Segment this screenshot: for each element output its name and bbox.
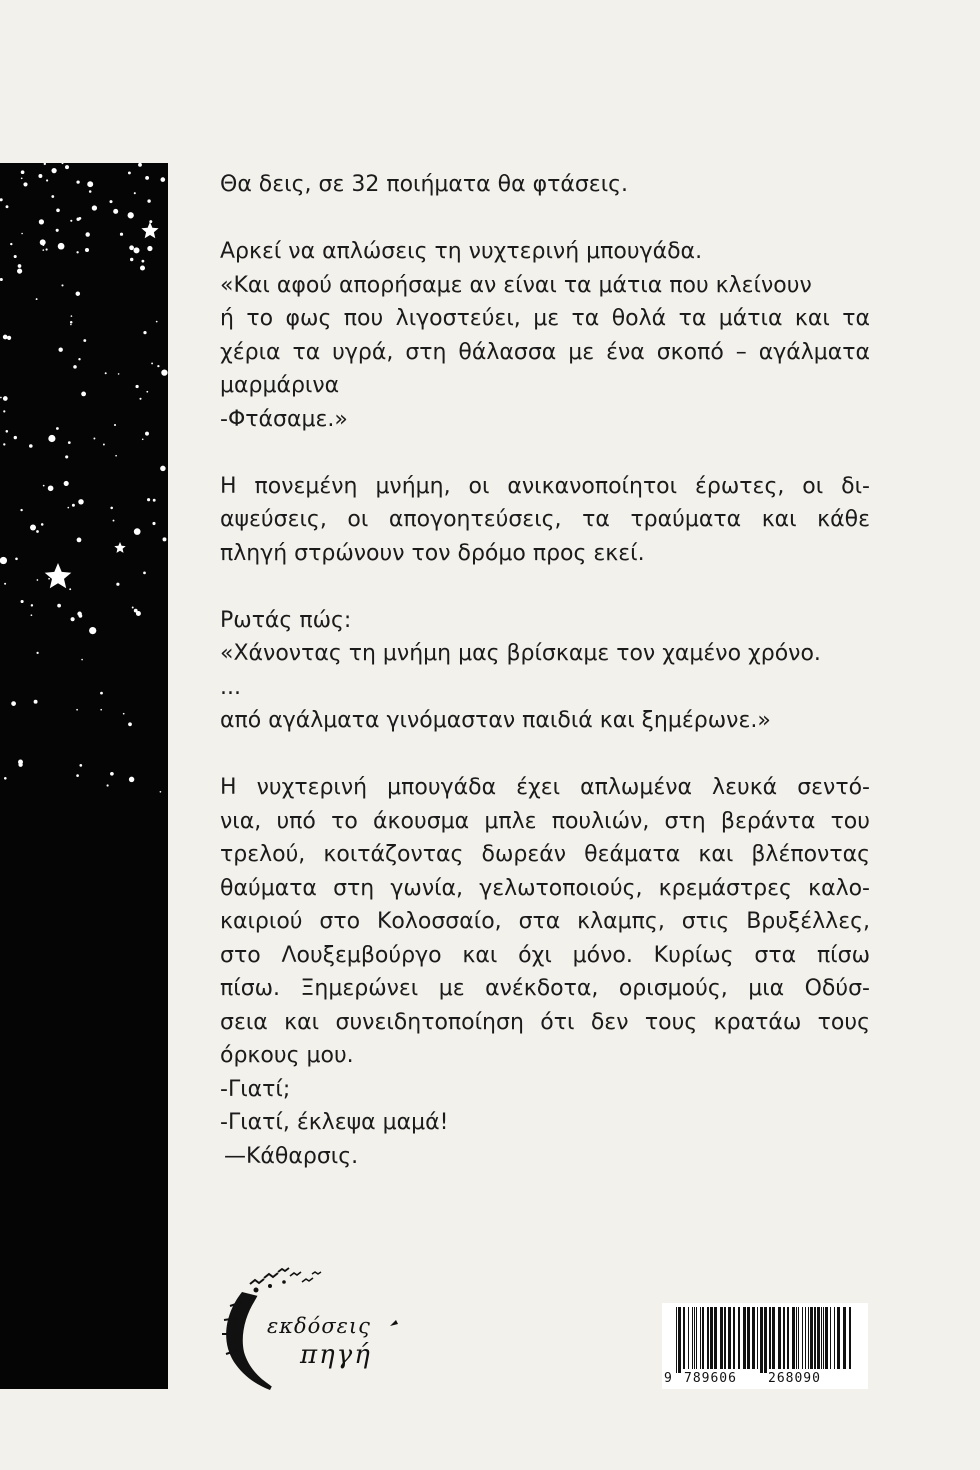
star (134, 528, 141, 535)
star (41, 523, 44, 526)
barcode-bar (821, 1307, 822, 1369)
star (114, 424, 116, 426)
star (69, 588, 71, 590)
barcode-bar (849, 1307, 851, 1369)
star (147, 199, 150, 202)
barcode-bar (798, 1307, 799, 1369)
star (34, 700, 38, 704)
barcode-bar (747, 1307, 750, 1369)
text-line: νια, υπό το άκουσμα μπλε πουλιών, στη βεράντα του (220, 808, 870, 834)
barcode-bar (710, 1307, 713, 1369)
star (76, 291, 80, 295)
large-star (45, 563, 72, 588)
star (3, 396, 8, 401)
star (0, 397, 2, 399)
barcode-bar (707, 1307, 709, 1369)
barcode-bar (769, 1307, 771, 1369)
barcode-bar (757, 1307, 758, 1369)
star (38, 174, 42, 178)
star (138, 163, 142, 167)
barcode-bar (843, 1307, 846, 1369)
star (103, 444, 105, 446)
star (42, 249, 44, 251)
star (153, 499, 156, 502)
text-line: «Χάνοντας τη μνήμη μας βρίσκαμε τον χαμένο χρόνο. (220, 641, 821, 666)
text-line: Αρκεί να απλώσεις τη νυχτερινή μπουγάδα. (220, 239, 703, 264)
star (129, 777, 134, 782)
star (21, 170, 25, 174)
star (145, 176, 149, 180)
star (136, 611, 141, 616)
star (76, 774, 79, 777)
back-cover-text (220, 168, 870, 1207)
star (147, 498, 150, 501)
star (110, 507, 113, 510)
star (57, 604, 61, 608)
star (81, 391, 86, 396)
barcode-bar (837, 1307, 840, 1369)
star (36, 652, 38, 654)
barcode-bar (805, 1307, 806, 1369)
star (29, 444, 33, 448)
barcode-left-group: 789606 (684, 1371, 737, 1386)
star (14, 436, 17, 439)
paragraph-1 (220, 168, 870, 202)
star (56, 229, 59, 232)
star (72, 504, 75, 507)
star (151, 362, 153, 364)
star (18, 264, 22, 268)
star (128, 212, 134, 218)
paragraph-4 (220, 604, 870, 738)
stars-graphic (0, 163, 168, 1389)
star (142, 260, 145, 263)
barcode-bar (688, 1307, 689, 1369)
publisher-name-line2: πηγή (300, 1340, 372, 1370)
star (130, 258, 133, 261)
barcode-bar (714, 1307, 717, 1369)
star (70, 324, 72, 326)
barcode-bar (772, 1307, 775, 1369)
star (61, 284, 63, 286)
star (110, 772, 114, 776)
paragraph-2 (220, 235, 870, 436)
paragraph-3 (220, 470, 870, 571)
star (146, 391, 148, 393)
text-line: χέρια τα υγρά, στη θάλασσα με ένα σκοπό – αγάλματα (220, 339, 870, 365)
star (118, 373, 120, 375)
text-line: πληγή στρώνουν τον δρόμο προς εκεί. (220, 540, 645, 566)
star (59, 348, 63, 352)
publisher-logo (212, 1262, 412, 1392)
starry-night-panel (0, 163, 168, 1389)
star (145, 432, 149, 436)
star (36, 298, 38, 300)
star (48, 578, 50, 580)
star (51, 195, 54, 198)
star (65, 455, 68, 458)
star (3, 335, 8, 340)
barcode-bar (702, 1307, 704, 1369)
text-line: Η πονεμένη μνήμη, οι ανικανοποίητοι έρωτες, οι δι- (220, 473, 870, 499)
publisher-name-line1: εκδόσεις (267, 1314, 371, 1338)
star (132, 607, 134, 609)
barcode-bar (802, 1307, 803, 1369)
star (163, 537, 167, 541)
text-line: -Γιατί, έκλεψα μαμά! (220, 1110, 449, 1135)
star (17, 269, 22, 274)
text-line: τρελού, κοιτάζοντας δωρεάν θεάματα και βλέποντας (220, 842, 870, 867)
text-line: ... (220, 674, 241, 700)
barcode-bar (694, 1307, 695, 1369)
star (11, 701, 16, 706)
star (120, 233, 123, 236)
barcode-bar (720, 1307, 723, 1369)
star (10, 243, 12, 245)
star (4, 777, 7, 780)
barcode-bar (743, 1307, 746, 1369)
star (3, 443, 5, 445)
text-line: ή το φως που λιγοστεύει, με τα θολά τα μάτια και τα (220, 306, 870, 331)
star (78, 499, 83, 504)
star (56, 208, 60, 212)
star (160, 177, 165, 182)
text-line: στο Λουξεμβούργο και όχι μόνο. Κυρίως στα πίσω (220, 942, 870, 968)
star (0, 198, 3, 201)
star (46, 179, 48, 181)
star (157, 365, 159, 367)
text-line: μαρμάρινα (220, 373, 340, 398)
star (70, 321, 73, 324)
barcode-bar (830, 1307, 831, 1369)
text-line: θαύματα στη γωνία, γελωτοποιούς, κρεμάστρες καλο- (220, 875, 870, 901)
star (44, 163, 46, 165)
star (87, 181, 93, 187)
text-line: -Γιατί; (220, 1076, 291, 1102)
barcode-bar (724, 1307, 726, 1369)
star (79, 614, 83, 618)
barcode-bar (728, 1307, 731, 1369)
barcode-bar (834, 1307, 835, 1369)
star (85, 232, 89, 236)
star (15, 558, 18, 561)
star (89, 627, 96, 634)
star (152, 522, 155, 525)
star (92, 205, 97, 210)
star (116, 583, 119, 586)
star (36, 530, 39, 533)
barcode-digits (662, 1371, 868, 1389)
text-line: -Φτάσαμε.» (220, 406, 348, 432)
barcode-bar (778, 1307, 781, 1369)
text-line: πίσω. Ξημερώνει με ανέκδοτα, ορισμούς, μια Οδύσ- (220, 976, 870, 1001)
star (139, 398, 141, 400)
star (62, 163, 64, 164)
star (147, 246, 152, 251)
star (160, 466, 166, 472)
star (115, 455, 117, 457)
barcode-bars (662, 1303, 868, 1373)
star (64, 481, 69, 486)
star (0, 278, 3, 281)
star (161, 369, 167, 375)
barcode-bar (696, 1307, 697, 1369)
star (109, 200, 112, 203)
star (78, 358, 80, 360)
text-line: σεια και συνειδητοποίηση ότι δεν τους κρατάω τους (220, 1009, 870, 1035)
star (0, 557, 7, 564)
barcode-bar (738, 1307, 740, 1369)
star (76, 180, 79, 183)
paragraph-5 (220, 771, 870, 1173)
barcode-right-group: 268090 (768, 1371, 821, 1386)
star (40, 239, 46, 245)
star (105, 372, 107, 374)
star (129, 245, 134, 250)
barcode-bar (683, 1307, 685, 1369)
star (73, 365, 77, 369)
large-star (114, 542, 125, 553)
star (76, 709, 78, 711)
star (71, 617, 75, 621)
signature-line: —Κάθαρσις. (224, 1143, 359, 1169)
barcode-bar (810, 1307, 813, 1369)
barcode-bar (700, 1307, 701, 1369)
star (77, 538, 82, 543)
star (43, 485, 45, 487)
star (81, 659, 83, 661)
star (123, 713, 125, 715)
star (100, 709, 102, 711)
star (4, 583, 6, 585)
star (21, 600, 24, 603)
star (76, 251, 78, 253)
star (79, 217, 82, 220)
barcode-bar (825, 1307, 828, 1369)
star (65, 165, 69, 169)
star (134, 192, 136, 194)
star (18, 760, 23, 765)
star (21, 177, 23, 179)
star (48, 435, 55, 442)
star (68, 441, 71, 444)
star (71, 315, 73, 317)
star (89, 190, 92, 193)
star (93, 438, 95, 440)
star (100, 692, 103, 695)
star (31, 614, 33, 616)
star (23, 182, 27, 186)
text-line: όρκους μου. (220, 1043, 354, 1068)
star (31, 604, 33, 606)
text-line: Ρωτάς πώς: (220, 607, 352, 633)
barcode-bar (796, 1307, 797, 1369)
isbn-barcode (662, 1303, 868, 1389)
barcode-bar (764, 1307, 767, 1373)
barcode-bar (808, 1307, 809, 1369)
barcode-bar (817, 1307, 820, 1369)
star (67, 507, 69, 509)
star (21, 233, 23, 235)
text-line: Η νυχτερινή μπουγάδα έχει απλωμένα λευκά σεντό- (220, 775, 870, 800)
star (56, 427, 59, 430)
barcode-bar (760, 1307, 763, 1373)
text-line: «Και αφού απορήσαμε αν είναι τα μάτια που κλείνουν (220, 272, 812, 298)
barcode-first-digit: 9 (664, 1371, 672, 1386)
text-line: Θα δεις, σε 32 ποιήματα θα φτάσεις. (220, 172, 629, 197)
star (46, 248, 48, 250)
barcode-bar (783, 1307, 785, 1369)
star (128, 171, 131, 174)
star (142, 438, 144, 440)
star (156, 321, 158, 323)
star (14, 255, 17, 258)
star (83, 339, 86, 342)
star (85, 248, 89, 252)
star (133, 247, 139, 253)
star (20, 509, 22, 511)
star (140, 265, 145, 270)
barcode-bar (792, 1307, 795, 1369)
star (3, 410, 5, 412)
barcode-bar (823, 1307, 824, 1369)
star (143, 572, 146, 575)
star (6, 205, 9, 208)
star (135, 385, 138, 388)
text-line: από αγάλματα γινόμασταν παιδιά και ξημέρωνε.» (220, 708, 771, 733)
star (113, 520, 115, 522)
barcode-bar (678, 1307, 681, 1373)
star (39, 219, 44, 224)
star (48, 485, 54, 491)
barcode-bar (676, 1307, 677, 1373)
barcode-bar (787, 1307, 789, 1369)
star (128, 722, 132, 726)
star (6, 430, 9, 433)
text-line: αψεύσεις, οι απογοητεύσεις, τα τραύματα και κάθε (220, 507, 870, 532)
star (79, 764, 82, 767)
star (51, 168, 56, 173)
star (58, 243, 65, 250)
star (7, 336, 11, 340)
star (37, 579, 39, 581)
star (30, 525, 36, 531)
text-line: καιριού στο Κολοσσαίο, στα κλαμπς, στις Βρυξέλλες, (220, 909, 870, 934)
star (70, 220, 72, 222)
barcode-bar (692, 1307, 693, 1369)
star (143, 331, 146, 334)
star (113, 209, 118, 214)
star (160, 791, 162, 793)
star (107, 784, 109, 786)
barcode-bar (814, 1307, 816, 1369)
large-star (141, 222, 158, 238)
barcode-bar (752, 1307, 755, 1369)
barcode-bar (733, 1307, 735, 1369)
